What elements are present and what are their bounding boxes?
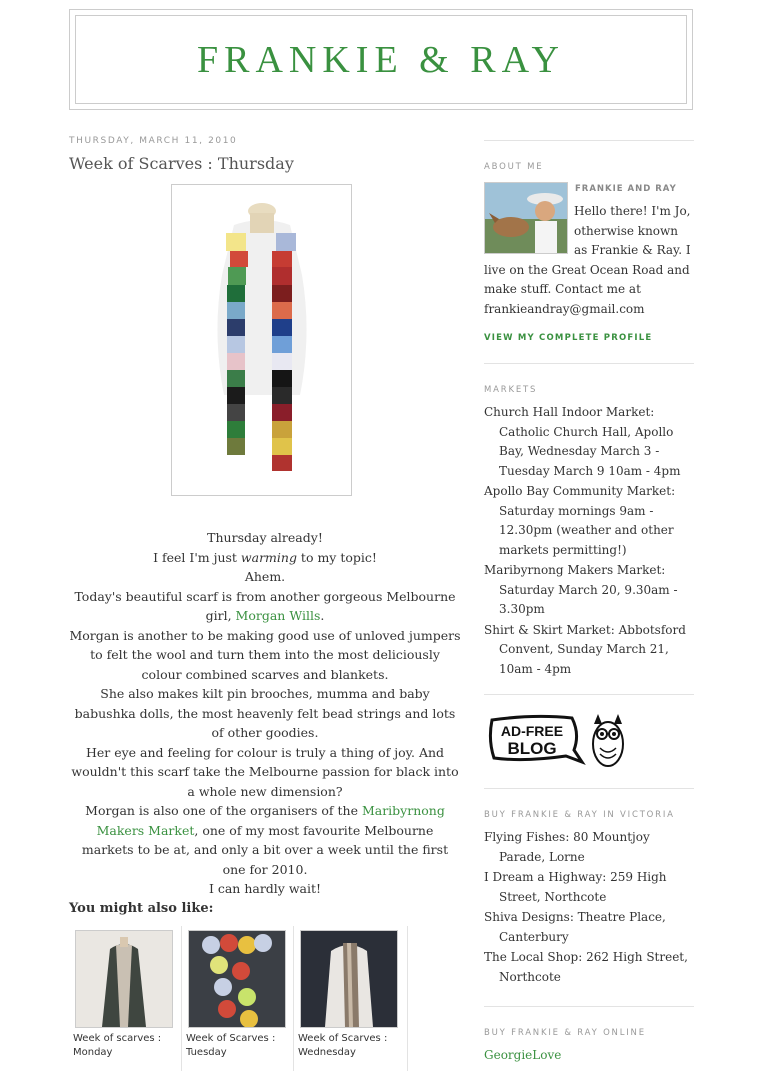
stockist-item: Flying Fishes: 80 Mountjoy Parade, Lorne bbox=[484, 830, 650, 864]
post-body bbox=[69, 528, 461, 899]
related-thumb[interactable] bbox=[188, 930, 286, 1028]
related-caption[interactable]: Week of scarves : Monday bbox=[73, 1033, 162, 1058]
ad-free-blog-badge[interactable] bbox=[484, 710, 634, 770]
scarf-illustration bbox=[172, 185, 351, 495]
post-text: . bbox=[320, 608, 325, 623]
blog-title[interactable]: FRANKIE & RAY bbox=[197, 39, 565, 81]
post-line bbox=[69, 587, 461, 626]
post-line bbox=[69, 548, 461, 568]
sidebar-divider bbox=[484, 140, 694, 141]
related-posts-title: You might also like: bbox=[69, 901, 214, 916]
morgan-wills-link[interactable]: Morgan Wills bbox=[235, 608, 321, 623]
badge-line-1: AD-FREE bbox=[500, 723, 564, 739]
blog-header-inner bbox=[75, 15, 687, 104]
post-text: to my topic! bbox=[296, 549, 377, 565]
post-text: Today's beautiful scarf is from another gorgeous Melbourne girl, bbox=[74, 588, 456, 623]
post-text: I feel I'm just bbox=[153, 549, 241, 565]
related-thumb[interactable] bbox=[75, 930, 173, 1028]
about-text-wrap bbox=[484, 202, 694, 319]
markets-list bbox=[484, 403, 689, 680]
georgielove-link[interactable]: GeorgieLove bbox=[484, 1048, 562, 1062]
related-posts bbox=[69, 926, 409, 1071]
about-me-heading: ABOUT ME bbox=[484, 162, 544, 172]
post-text: , one of my most favourite Melbourne markets to be at, and only a bit over a week until the first one for 2010. bbox=[81, 822, 449, 877]
blog-header bbox=[69, 9, 693, 110]
post-text: Morgan is also one of the organisers of the bbox=[85, 803, 362, 818]
related-divider bbox=[407, 926, 408, 1071]
main-column bbox=[69, 136, 461, 1058]
about-float-spacer bbox=[484, 202, 574, 258]
online-heading: BUY FRANKIE & RAY ONLINE bbox=[484, 1028, 646, 1038]
related-divider bbox=[293, 926, 294, 1071]
stockist-item: Shiva Designs: Theatre Place, Canterbury bbox=[484, 910, 666, 944]
market-item: Apollo Bay Community Market: Saturday mornings 9am - 12.30pm (weather and other markets permitting!) bbox=[484, 484, 676, 557]
sidebar-divider bbox=[484, 694, 694, 695]
post-line bbox=[69, 801, 461, 879]
post-line: Ahem. bbox=[244, 569, 286, 584]
stockist-item: The Local Shop: 262 High Street, Northcote bbox=[484, 950, 688, 984]
post-line: Her eye and feeling for colour is truly a thing of joy. And wouldn't this scarf take the Melbourne passion for black into a whole new dimension? bbox=[71, 744, 459, 799]
maribyrnong-market-link[interactable]: Maribyrnong Makers Market bbox=[96, 803, 445, 838]
post-emphasis: warming bbox=[240, 549, 297, 565]
sidebar-divider bbox=[484, 788, 694, 789]
post-line: Thursday already! bbox=[207, 530, 323, 545]
post-title[interactable]: Week of Scarves : Thursday bbox=[69, 154, 294, 173]
about-text: Hello there! I'm Jo, otherwise known as Frankie & Ray. I live on the Great Ocean Road and make stuff. Contact me at frankieandray@gmail.com bbox=[484, 204, 691, 316]
scarf-thumb-image bbox=[189, 931, 285, 1027]
scarf-thumb-image bbox=[76, 931, 172, 1027]
sidebar-divider bbox=[484, 1006, 694, 1007]
victoria-heading: BUY FRANKIE & RAY IN VICTORIA bbox=[484, 810, 675, 820]
related-thumb[interactable] bbox=[300, 930, 398, 1028]
owl-badge-icon bbox=[484, 710, 634, 770]
post-line: Morgan is another to be making good use of unloved jumpers to felt the wool and turn them into the most deliciously colour combined scarves and blankets. bbox=[69, 627, 461, 682]
post-line: She also makes kilt pin brooches, mumma and baby babushka dolls, the most heavenly felt bead strings and lots of other goodies. bbox=[74, 686, 456, 740]
market-item: Maribyrnong Makers Market: Saturday March 20, 9.30am - 3.30pm bbox=[484, 563, 678, 616]
post-line: I can hardly wait! bbox=[208, 881, 322, 896]
badge-line-2: BLOG bbox=[507, 739, 557, 758]
markets-heading: MARKETS bbox=[484, 385, 538, 395]
post-scarf-image[interactable] bbox=[171, 184, 352, 496]
view-profile-link[interactable]: VIEW MY COMPLETE PROFILE bbox=[484, 333, 653, 343]
post-date: THURSDAY, MARCH 11, 2010 bbox=[69, 136, 238, 146]
market-item: Shirt & Skirt Market: Abbotsford Convent, Sunday March 21, 10am - 4pm bbox=[484, 622, 686, 676]
sidebar-divider bbox=[484, 363, 694, 364]
profile-name[interactable]: FRANKIE AND RAY bbox=[575, 184, 677, 194]
market-item: Church Hall Indoor Market: Catholic Church Hall, Apollo Bay, Wednesday March 3 - Tuesday March 9 10am - 4pm bbox=[484, 405, 681, 478]
related-divider bbox=[181, 926, 182, 1071]
stockist-item: I Dream a Highway: 259 High Street, Northcote bbox=[484, 870, 667, 904]
victoria-list bbox=[484, 828, 694, 988]
related-caption[interactable]: Week of Scarves : Tuesday bbox=[186, 1033, 276, 1058]
scarf-thumb-image bbox=[301, 931, 397, 1027]
related-caption[interactable]: Week of Scarves : Wednesday bbox=[298, 1033, 388, 1058]
